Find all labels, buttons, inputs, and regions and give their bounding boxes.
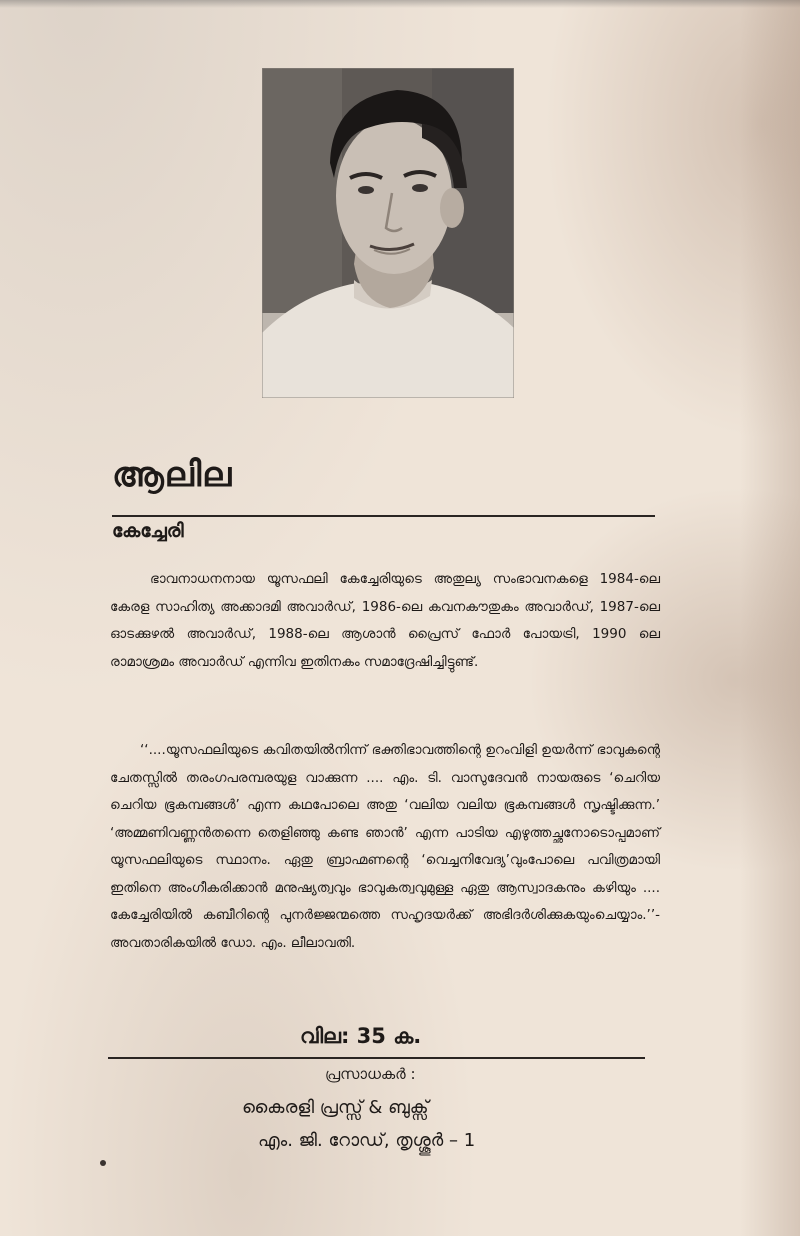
book-title: ആലില — [112, 455, 233, 495]
price-divider — [108, 1057, 645, 1059]
author-name: കേച്ചേരി — [112, 520, 184, 542]
author-portrait-drawing — [262, 68, 514, 398]
author-portrait — [262, 68, 514, 398]
cover-right-edge-shadow — [740, 0, 800, 1236]
ink-speck — [100, 1160, 106, 1166]
blurb-paragraph-quote: ‘‘....യൂസഫലിയുടെ കവിതയിൽനിന്ന് ഭക്തിഭാവത്തിന്റെ ഉറംവിളി ഉയർന്ന് ഭാവുകന്റെ ചേതസ്സിൽ തരംഗപരമ്പരയുള വാക്കുന്ന .... എം. ടി. വാസുദേവൻ നായരുടെ ‘ചെറിയ ചെറിയ ഭൂകമ്പങ്ങൾ’ എന്ന കഥപോലെ അതു ‘വലിയ വലിയ ഭൂകമ്പങ്ങൾ സൃഷ്ടിക്കുന്ന.’ ‘അമ്മണിവണ്ണൻതന്നെ തെളിഞ്ഞു കണ്ട ഞാൻ’ എന്ന പാടിയ എഴുത്തച്ഛനോടൊപ്പമാണ് യൂസഫലിയുടെ സ്ഥാനം. ഏതു ബ്രാഹ്മണന്റെ ‘വെച്ചനിവേദ്യ’വുംപോലെ പവിത്രമായി ഇതിനെ അംഗീകരിക്കാൻ മനുഷ്യത്വവും ഭാവുകത്വവുമുള്ള ഏതു ആസ്വാദകനും കഴിയും .... കേച്ചേരിയിൽ കബീറിന്റെ പുനർജ്ജന്മത്തെ സഹൃദയർക്ക് അഭിദർശിക്കുകയുംചെയ്യാം.’’-അവതാരികയിൽ ഡോ. എം. ലീലാവതി. — [110, 742, 660, 951]
price-label: വില: 35 ക. — [300, 1024, 422, 1048]
publisher-address: എം. ജി. റോഡ്, തൃശ്ശൂർ – 1 — [258, 1130, 476, 1151]
title-divider — [112, 515, 655, 517]
publisher-name: കൈരളി പ്രസ്സ് & ബുക്സ് — [242, 1097, 429, 1118]
cover-top-edge — [0, 0, 800, 8]
blurb-paragraph-awards: ഭാവനാധനനായ യൂസഫലി കേച്ചേരിയുടെ അതുല്യ സംഭാവനകളെ 1984-ലെ കേരള സാഹിത്യ അക്കാദമി അവാർഡ്, 1986-ലെ കവനകൗതുകം അവാർഡ്, 1987-ലെ ഓടക്കുഴൽ അവാർഡ്, 1988-ലെ ആശാൻ പ്രൈസ് ഫോർ പോയട്രി, 1990 ലെ രാമാശ്രമം അവാർഡ് എന്നിവ ഇതിനകം സമാദ്രേഷിച്ചിട്ടുണ്ട്. — [110, 571, 660, 670]
publisher-label: പ്രസാധകർ : — [325, 1065, 416, 1083]
